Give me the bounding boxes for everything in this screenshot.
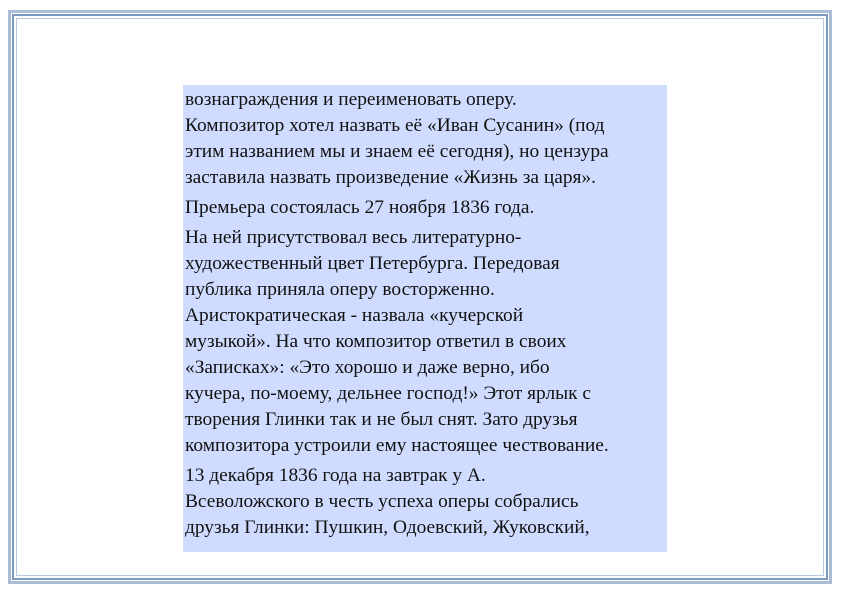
paragraph-celebration: 13 декабря 1836 года на завтрак у А. Всеволожского в честь успеха оперы собрались друзья Глинки: Пушкин, Одоевский, Жуковский, xyxy=(185,465,590,538)
paragraph-reception: На ней присутствовал весь литературно- художественный цвет Петербурга. Передовая публика приняла оперу восторженно. Аристократическая - назвала «кучерской музыкой». На что композитор ответил в своих «Записках»: «Это хорошо и даже верно, ибо кучера, по-моему, дельнее господ!» Этот ярлык с творения Глинки так и не был снят. Зато друзья композитора устроили ему настоящее чествование. xyxy=(185,227,609,456)
paragraph-premiere: Премьера состоялась 27 ноября 1836 года. xyxy=(185,197,535,218)
text-block xyxy=(183,85,667,552)
paragraph-opera-rename: вознаграждения и переименовать оперу. Композитор хотел назвать её «Иван Сусанин» (под этим названием мы и знаем её сегодня), но цензура заставила назвать произведение «Жизнь за царя». xyxy=(185,89,609,188)
